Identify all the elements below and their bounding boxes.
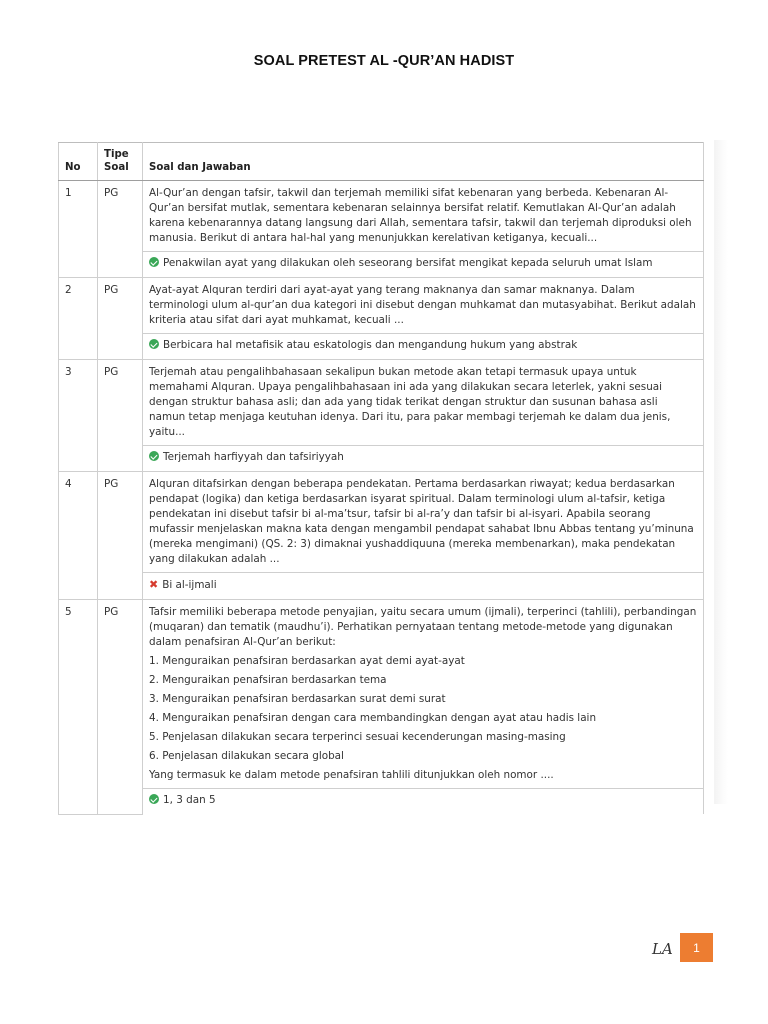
question-number: 5 (59, 600, 98, 815)
check-circle-icon (149, 794, 159, 804)
question-type: PG (98, 278, 143, 360)
question-row-4 (59, 472, 704, 573)
question-cell (143, 472, 704, 573)
question-type: PG (98, 600, 143, 815)
list-item: 6. Penjelasan dilakukan secara global (149, 750, 344, 762)
answer-cell (143, 252, 704, 278)
answer-text: Penakwilan ayat yang dilakukan oleh seseorang bersifat mengikat kepada seluruh umat Islam (163, 257, 653, 269)
header-type: Tipe Soal (98, 143, 143, 181)
header-content: Soal dan Jawaban (143, 143, 704, 181)
question-row-3 (59, 360, 704, 446)
list-item: 2. Menguraikan penafsiran berdasarkan tema (149, 674, 387, 686)
question-cell (143, 360, 704, 446)
check-circle-icon (149, 339, 159, 349)
answer-row-2 (59, 334, 704, 360)
answer-row-1 (59, 252, 704, 278)
answer-cell (143, 334, 704, 360)
page-number-badge: 1 (680, 933, 713, 962)
question-row-2 (59, 278, 704, 334)
answer-row-4 (59, 573, 704, 600)
list-item: 5. Penjelasan dilakukan secara terperinci sesuai kecenderungan masing-masing (149, 731, 566, 743)
question-number: 4 (59, 472, 98, 600)
question-cell (143, 278, 704, 334)
question-row-1 (59, 181, 704, 252)
answer-cell (143, 789, 704, 815)
question-text: Ayat-ayat Alquran terdiri dari ayat-ayat yang terang maknanya dan samar maknanya. Dalam terminologi ulum al-qur’an dua kategori ini disebut dengan muhkamat dan mutasyabihat. Berikut adalah kriteria atau sifat dari ayat muhkamat, kecuali ... (149, 284, 696, 326)
answer-cell (143, 573, 704, 600)
question-row-5 (59, 600, 704, 789)
question-number: 2 (59, 278, 98, 360)
header-no: No (59, 143, 98, 181)
question-text: Tafsir memiliki beberapa metode penyajian, yaitu secara umum (ijmali), terperinci (tahlili), perbandingan (muqaran) dan tematik (maudhu’i). Perhatikan pernyataan tentang metode-metode yang digunakan dalam penafsiran Al-Qur’an berikut: (149, 606, 697, 648)
question-cell (143, 181, 704, 252)
answer-text: Terjemah harfiyyah dan tafsiriyyah (163, 451, 344, 463)
answer-row-3 (59, 446, 704, 472)
question-table (58, 142, 704, 815)
cross-icon: ✖ (149, 578, 159, 591)
question-closing-text: Yang termasuk ke dalam metode penafsiran tahlili ditunjukkan oleh nomor .... (149, 769, 554, 781)
question-type: PG (98, 181, 143, 278)
answer-cell (143, 446, 704, 472)
scan-edge (714, 140, 728, 804)
question-text: Alquran ditafsirkan dengan beberapa pendekatan. Pertama berdasarkan riwayat; kedua berdasarkan pendapat (logika) dan ketiga berdasarkan isyarat spiritual. Dalam terminologi ulum al-tafsir, ketiga pendekatan ini disebut tafsir bi al-ma’tsur, tafsir bi al-ra’y dan tafsir bi al-isyari. Apabila seorang mufassir menjelaskan makna kata dengan mengambil pendapat sahabat Ibnu Abbas tentang yu’minuna (mereka mengimani) (QS. 2: 3) dimaknai yushaddiquuna (mereka membenarkan), maka pendekatan yang dilakukan adalah ... (149, 478, 694, 565)
list-item: 4. Menguraikan penafsiran dengan cara membandingkan dengan ayat atau hadis lain (149, 712, 597, 724)
check-circle-icon (149, 257, 159, 267)
answer-text: Berbicara hal metafisik atau eskatologis dan mengandung hukum yang abstrak (163, 339, 578, 351)
question-type: PG (98, 472, 143, 600)
table-header-row (59, 143, 704, 181)
question-number: 3 (59, 360, 98, 472)
question-type: PG (98, 360, 143, 472)
check-circle-icon (149, 451, 159, 461)
answer-row-5 (59, 789, 704, 815)
author-initials: LA (652, 940, 673, 958)
list-item: 3. Menguraikan penafsiran berdasarkan surat demi surat (149, 693, 446, 705)
answer-text: 1, 3 dan 5 (163, 794, 216, 806)
list-item: 1. Menguraikan penafsiran berdasarkan ayat demi ayat-ayat (149, 655, 465, 667)
question-text: Terjemah atau pengalihbahasaan sekalipun bukan metode akan tetapi termasuk upaya untuk memahami Alquran. Upaya pengalihbahasaan ini ada yang dilakukan secara leterlek, yakni sesuai dengan struktur bahasa asli; dan ada yang tidak terikat dengan struktur dan susunan bahasa asli namun tetap menjaga keutuhan idenya. Dari itu, para pakar membagi terjemah ke dalam dua jenis, yaitu... (149, 366, 671, 438)
answer-text: Bi al-ijmali (162, 579, 217, 591)
question-cell (143, 600, 704, 789)
question-text: Al-Qur’an dengan tafsir, takwil dan terjemah memiliki sifat kebenaran yang berbeda. Kebenaran Al-Qur’an bersifat mutlak, sementara kebenaran selainnya bersifat relatif. Kemutlakan Al-Qur’an adalah karena kebenarannya datang langsung dari Allah, sementara tafsir, takwil dan terjemah diproduksi oleh manusia. Berikut di antara hal-hal yang menunjukkan kerelativan ketiganya, kecuali... (149, 187, 692, 244)
question-number: 1 (59, 181, 98, 278)
page-title: SOAL PRETEST AL -QUR’AN HADIST (253, 53, 515, 69)
